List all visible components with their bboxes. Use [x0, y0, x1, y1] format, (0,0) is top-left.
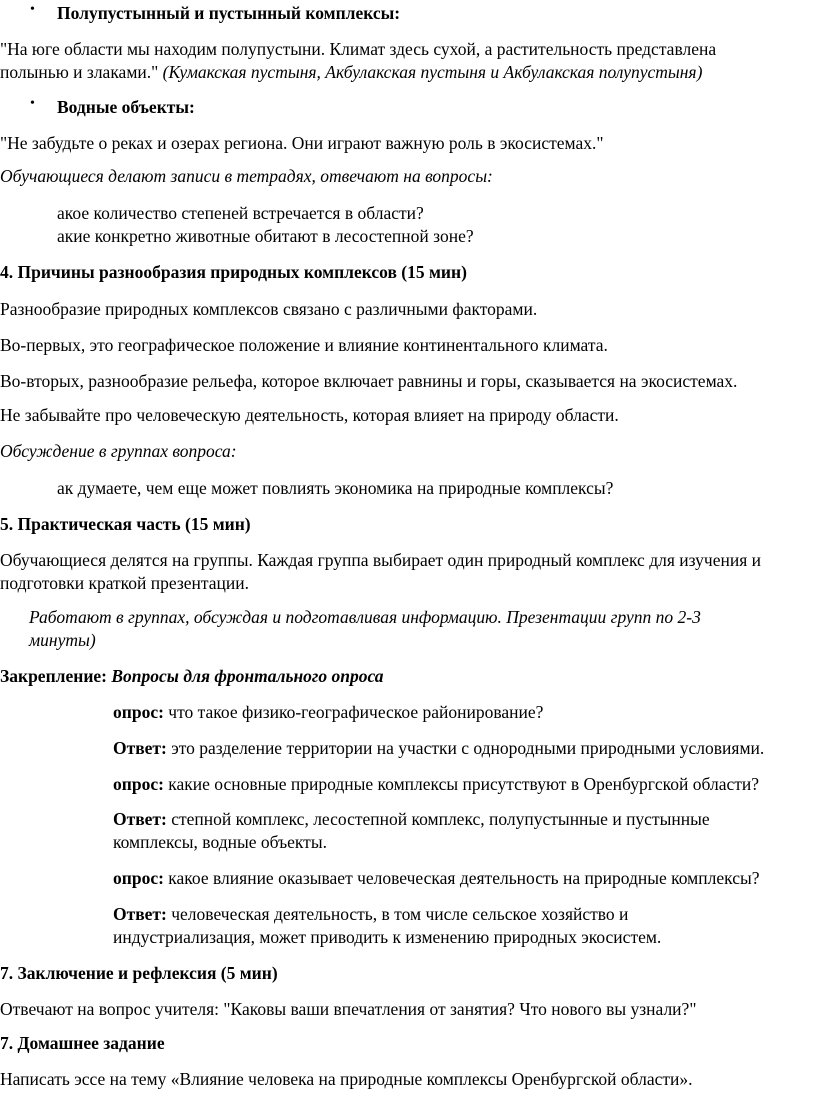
homework-heading: 7. Домашнее задание: [0, 1033, 165, 1053]
desert-quote-text: полынью и злаками.": [0, 62, 159, 82]
section-5-paragraph-line-2: подготовки краткой презентации.: [0, 573, 250, 593]
section-4-paragraph-2: Во-первых, это географическое положение и влияние континентального климата.: [0, 335, 608, 355]
qa-question-1: [113, 701, 543, 723]
water-quote: "Не забудьте о реках и озерах региона. Они играют важную роль в экосистемах.": [0, 133, 604, 153]
section-5-work-line-2: минуты): [29, 630, 96, 650]
notes-intro: Обучающиеся делают записи в тетрадях, отвечают на вопросы:: [0, 166, 493, 186]
desert-heading: Полупустынный и пустынный комплексы:: [57, 3, 401, 23]
section-4-paragraph-3: Во-вторых, разнообразие рельефа, которое включает равнины и горы, сказывается на экосистемах.: [0, 371, 738, 391]
consolidation-line: [0, 665, 384, 687]
answer-text: это разделение территории на участки с однородными природными условиями.: [171, 738, 765, 758]
section-7-text: Отвечают на вопрос учителя: "Каковы ваши впечатления от занятия? Что нового вы узнали?": [0, 999, 697, 1019]
qa-question-2: [113, 773, 759, 795]
question-1: акое количество степеней встречается в области?: [57, 203, 424, 223]
section-4-discussion: Обсуждение в группах вопроса:: [0, 441, 237, 461]
section-5-paragraph-line-1: Обучающиеся делятся на группы. Каждая группа выбирает один природный комплекс для изучения и: [0, 550, 762, 570]
question-text: какие основные природные комплексы присутствуют в Оренбургской области?: [168, 774, 760, 794]
bullet: •: [30, 2, 35, 17]
answer-label: Ответ:: [113, 809, 167, 829]
question-text: какое влияние оказывает человеческая деятельность на природные комплексы?: [168, 868, 760, 888]
consolidation-label: Закрепление:: [0, 666, 107, 686]
bullet: •: [30, 96, 35, 111]
desert-quote-line-2: [0, 61, 702, 83]
question-label: опрос:: [113, 702, 164, 722]
qa-answer-2: [113, 808, 710, 830]
section-4-paragraph-1: Разнообразие природных комплексов связано с различными факторами.: [0, 299, 538, 319]
question-text: что такое физико-географическое районирование?: [168, 702, 544, 722]
section-5-work-line-1: Работают в группах, обсуждая и подготавливая информацию. Презентации групп по 2-3: [29, 607, 701, 627]
desert-quote-line-1: "На юге области мы находим полупустыни. Климат здесь сухой, а растительность представлена: [0, 39, 717, 59]
answer-text: степной комплекс, лесостепной комплекс, полупустынные и пустынные: [171, 809, 710, 829]
qa-answer-2-continued: комплексы, водные объекты.: [113, 832, 327, 852]
qa-answer-1: [113, 737, 764, 759]
section-5-heading: 5. Практическая часть (15 мин): [0, 514, 251, 534]
consolidation-title: Вопросы для фронтального опроса: [111, 666, 384, 686]
answer-label: Ответ:: [113, 738, 167, 758]
homework-text: Написать эссе на тему «Влияние человека на природные комплексы Оренбургской области».: [0, 1069, 693, 1089]
section-4-heading: 4. Причины разнообразия природных комплексов (15 мин): [0, 262, 467, 282]
section-4-paragraph-4: Не забывайте про человеческую деятельность, которая влияет на природу области.: [0, 405, 619, 425]
question-2: акие конкретно животные обитают в лесостепной зоне?: [57, 226, 474, 246]
desert-quote-examples: (Кумакская пустыня, Акбулакская пустыня и Акбулакская полупустыня): [162, 62, 703, 82]
question-label: опрос:: [113, 774, 164, 794]
section-7-heading: 7. Заключение и рефлексия (5 мин): [0, 963, 278, 983]
water-heading: Водные объекты:: [57, 97, 195, 117]
answer-label: Ответ:: [113, 904, 167, 924]
qa-answer-3-continued: индустриализация, может приводить к изменению природных экосистем.: [113, 927, 662, 947]
qa-answer-3: [113, 903, 628, 925]
question-label: опрос:: [113, 868, 164, 888]
section-4-question: ак думаете, чем еще может повлиять экономика на природные комплексы?: [57, 478, 614, 498]
qa-question-3: [113, 867, 760, 889]
answer-text: человеческая деятельность, в том числе сельское хозяйство и: [171, 904, 629, 924]
